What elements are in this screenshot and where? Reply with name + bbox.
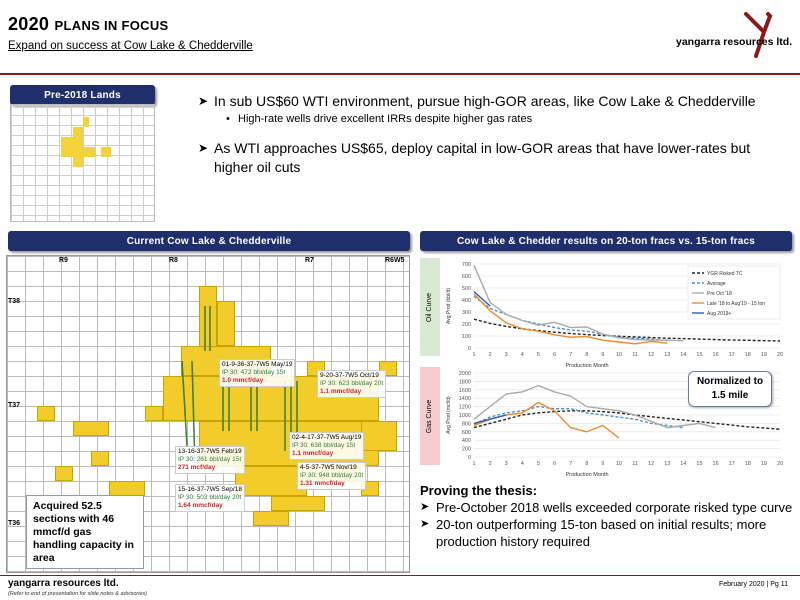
x-tick-label: 20 — [776, 461, 784, 467]
y-tick-label: 700 — [461, 262, 471, 268]
bullet-point-2: ➤ As WTI approaches US$65, deploy capital in low-GOR areas that have lower-rates but higher oil cuts — [198, 140, 751, 175]
x-tick-label: 20 — [776, 352, 784, 358]
range-label: R6W5 — [385, 257, 405, 264]
x-tick-label: 9 — [601, 352, 605, 358]
x-tick-label: 1 — [472, 461, 476, 467]
pre-2018-lands-map — [10, 104, 155, 222]
x-tick-label: 14 — [680, 461, 687, 467]
well-label: 01-9-36-37-7W5 May/19 IP 30: 472 bbl/day 15t 1.0 mmcf/day — [219, 359, 295, 387]
footer-company: yangarra resources ltd. — [8, 578, 119, 589]
x-tick-label: 13 — [664, 461, 671, 467]
current-map-header: Current Cow Lake & Chedderville — [8, 231, 410, 251]
y-tick-label: 500 — [461, 286, 471, 292]
bullet-point-1: ➤ In sub US$60 WTI environment, pursue high-GOR areas, like Cow Lake & Chedderville — [198, 93, 756, 109]
x-tick-label: 18 — [744, 461, 751, 467]
x-tick-label: 7 — [569, 352, 573, 358]
y-tick-label: 1200 — [458, 404, 471, 411]
x-tick-label: 9 — [601, 461, 605, 467]
x-tick-label: 6 — [552, 352, 557, 358]
x-tick-label: 12 — [648, 461, 655, 467]
company-logo — [676, 12, 793, 58]
range-label: R9 — [59, 257, 68, 264]
y-tick-label: 600 — [461, 429, 471, 436]
pre-2018-lands-header: Pre-2018 Lands — [10, 85, 155, 105]
legend-label: Aug 2019+ — [707, 311, 732, 317]
well-label: 02-4-17-37-7W5 Aug/19 IP 30: 638 bbl/day 15t 1.1 mmcf/day — [289, 432, 364, 460]
y-axis-label: Avg Prod (bbl/d) — [446, 287, 452, 325]
arrow-bullet-icon: ➤ — [198, 94, 209, 108]
x-tick-label: 5 — [536, 461, 540, 467]
y-tick-label: 300 — [461, 310, 471, 316]
y-tick-label: 200 — [461, 322, 471, 328]
legend-label: Average — [707, 281, 726, 287]
gas-curve-tab: Gas Curve — [420, 367, 440, 465]
footer-note: (Refer to end of presentation for slide notes & advisories) — [8, 591, 148, 597]
y-tick-label: 600 — [461, 274, 471, 280]
footer-divider — [0, 575, 800, 576]
logo-y-icon — [676, 12, 786, 58]
header-divider — [0, 73, 800, 75]
x-tick-label: 15 — [696, 461, 703, 467]
x-axis-label: Production Month — [565, 472, 609, 478]
x-tick-label: 10 — [615, 352, 623, 358]
legend-label: Late '18 to Aug'19 - 15 ton — [707, 301, 766, 307]
x-tick-label: 8 — [585, 352, 589, 358]
x-tick-label: 12 — [648, 352, 655, 358]
well-label: 9-20-37-7W5 Oct/19 IP 30: 623 bbl/day 20t 1.1 mmcf/day — [317, 370, 386, 398]
x-tick-label: 18 — [744, 352, 751, 358]
x-tick-label: 17 — [728, 352, 735, 358]
arrow-bullet-icon: ➤ — [420, 501, 430, 513]
x-tick-label: 14 — [680, 352, 687, 358]
proving-heading: Proving the thesis: — [420, 483, 538, 498]
x-tick-label: 11 — [632, 352, 638, 358]
legend-label: Pre Oct '18 — [707, 291, 732, 297]
x-tick-label: 3 — [504, 352, 508, 358]
proving-thesis — [420, 482, 800, 550]
x-tick-label: 5 — [536, 352, 540, 358]
township-label: T36 — [8, 520, 21, 527]
sub-bullet-1: • High-rate wells drive excellent IRRs despite higher gas rates — [226, 113, 533, 125]
results-header: Cow Lake & Chedder results on 20-ton fracs vs. 15-ton fracs — [420, 231, 792, 251]
x-tick-label: 2 — [488, 352, 492, 358]
x-tick-label: 6 — [552, 461, 557, 467]
well-label: 4-5-37-7W5 Nov/19 IP 30: 948 bbl/day 20t 1.31 mmcf/day — [297, 462, 366, 490]
x-tick-label: 4 — [520, 352, 524, 358]
x-tick-label: 2 — [488, 461, 492, 467]
township-label: T38 — [8, 298, 21, 305]
x-tick-label: 4 — [520, 461, 524, 467]
x-tick-label: 17 — [728, 461, 735, 467]
x-tick-label: 1 — [472, 352, 476, 358]
y-tick-label: 100 — [461, 334, 471, 340]
range-label: R7 — [305, 257, 314, 264]
x-tick-label: 15 — [696, 352, 703, 358]
series-line — [474, 292, 490, 306]
x-tick-label: 11 — [632, 461, 638, 467]
page-title: 2020 PLANS IN FOCUS — [8, 14, 169, 34]
legend-label: YGR Risked TC — [707, 271, 743, 277]
acquisition-note: Acquired 52.5 sections with 46 mmcf/d gas handling capacity in area — [26, 495, 144, 569]
series-line — [474, 265, 683, 341]
y-axis-label: Avg Prod (mcf/d) — [446, 396, 452, 434]
y-tick-label: 800 — [461, 421, 471, 428]
proving-point-2: ➤ 20-ton outperforming 15-ton based on initial results; more production history required — [420, 517, 767, 549]
y-tick-label: 200 — [461, 446, 471, 453]
y-tick-label: 1000 — [458, 413, 471, 419]
arrow-bullet-icon: ➤ — [420, 518, 430, 530]
oil-curve-tab: Oil Curve — [420, 258, 440, 356]
y-tick-label: 0 — [467, 346, 471, 352]
y-tick-label: 0 — [467, 455, 471, 461]
series-line — [474, 294, 667, 344]
y-tick-label: 400 — [461, 298, 471, 304]
y-tick-label: 1800 — [458, 379, 471, 386]
arrow-bullet-icon: ➤ — [198, 141, 209, 155]
y-tick-label: 1400 — [458, 396, 471, 403]
x-tick-label: 19 — [760, 352, 767, 358]
x-tick-label: 16 — [712, 352, 719, 358]
y-tick-label: 2000 — [458, 371, 471, 377]
normalized-callout: Normalized to 1.5 mile — [688, 371, 772, 407]
logo-text: yangarra resources ltd. — [676, 36, 793, 48]
key-points — [198, 92, 788, 177]
x-tick-label: 3 — [504, 461, 508, 467]
x-tick-label: 13 — [664, 352, 671, 358]
range-label: R8 — [169, 257, 178, 264]
well-label: 15-16-37-7W5 Sep/18 IP 30: 503 bbl/day 20t 1.64 mmcf/day — [175, 484, 245, 512]
page-number: February 2020 | Pg 11 — [718, 581, 788, 588]
well-label: 13-16-37-7W5 Feb/19 IP 30: 261 bbl/day 15t 271 mcf/day — [175, 446, 245, 474]
x-tick-label: 10 — [615, 461, 623, 467]
y-tick-label: 400 — [461, 438, 471, 445]
oil-curve-chart — [442, 258, 792, 370]
township-label: T37 — [8, 402, 21, 409]
proving-point-1: ➤ Pre-October 2018 wells exceeded corporate risked type curve — [420, 500, 793, 515]
y-tick-label: 1600 — [458, 387, 471, 394]
x-tick-label: 7 — [569, 461, 573, 467]
x-tick-label: 16 — [712, 461, 719, 467]
x-tick-label: 19 — [760, 461, 767, 467]
x-axis-label: Production Month — [565, 363, 609, 369]
x-tick-label: 8 — [585, 461, 589, 467]
page-subtitle: Expand on success at Cow Lake & Chedderville — [8, 40, 253, 52]
dot-bullet-icon: • — [226, 113, 230, 125]
